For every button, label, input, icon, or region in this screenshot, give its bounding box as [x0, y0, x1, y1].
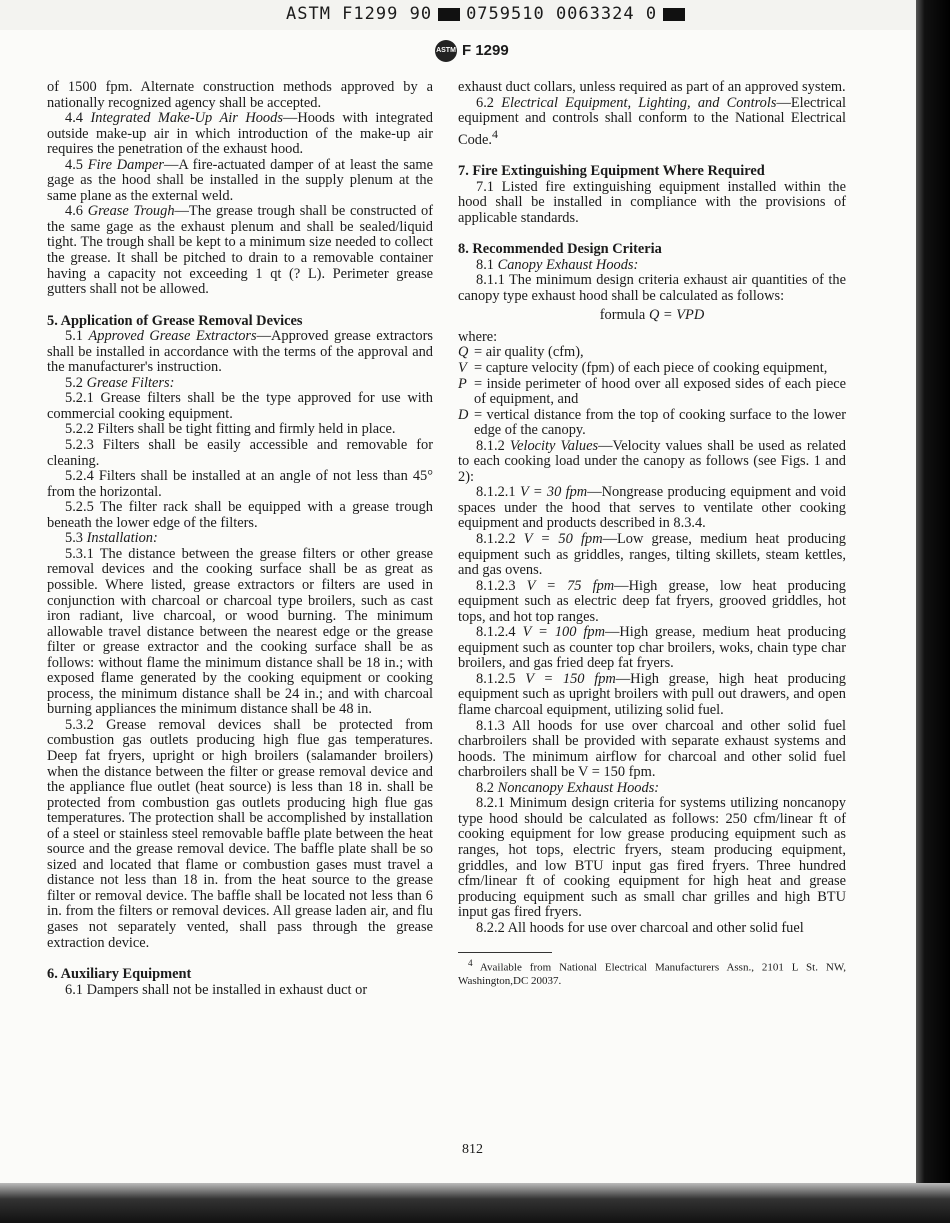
variable-definition: V = capture velocity (fpm) of each piece of cooking equipment, — [458, 360, 828, 376]
astm-logo-icon: ASTM — [435, 40, 457, 62]
paragraph: of 1500 fpm. Alternate construction methods approved by a nationally recognized agency shall be accepted. — [47, 79, 433, 111]
section-5-1: 5.1 Approved Grease Extractors—Approved grease extractors shall be installed in accordance with the terms of the approval and the manufacturer's instruction. — [47, 328, 433, 376]
section-4-6: 4.6 Grease Trough—The grease trough shall be constructed of the same gage as the exhaust plenum and shall be sealed/liquid tight. The trough shall be kept to a minimum size needed to collect the grease. It shall be pitched to drain to a removable container having a capacity not exceeding 1 qt (? L). Perimeter grease gutters shall not be allowed. — [47, 203, 433, 298]
formula: formula Q = VPD — [599, 307, 705, 324]
section-8-2-1: 8.2.1 Minimum design criteria for systems utilizing noncanopy type hood should be calculated as follows: 250 cfm/linear ft of cooking equipment for low grease producing equipment such as ranges, hot tops, electric fryers, steam producing equipment, griddles, and low BTU input gas fired fryers. Three hundred cfm/linear ft of cooking equipment for high heat and grease producing equipment such as small char grilles and high BTU input gas fired fryers. — [458, 795, 846, 921]
document-designation: ASTM F 1299 — [435, 40, 509, 62]
footnote-reference: 4 — [491, 126, 498, 141]
heading-section-8: 8. Recommended Design Criteria — [458, 241, 662, 258]
heading-section-5: 5. Application of Grease Removal Devices — [47, 312, 303, 329]
section-8-1-2-3: 8.1.2.3 V = 75 fpm—High grease, low heat producing equipment such as electric deep fat fryers, grooved griddles, hot tops, and hot top ranges. — [458, 577, 846, 625]
footnote: $^4$ Available from National Electrical Manufacturers Assn., 2101 L St. NW, Washington,DC 20037. — [458, 958, 846, 987]
section-5-3-2: 5.3.2 Grease removal devices shall be protected from combustion gas outlets producing high flue gas temperatures. Deep fat fryers, upright or high broilers (salamander broilers) when the distance between the filter or grease removal device and the appliance flue outlet (heat source) is less than 18 in. shall be protected from combustion gas outlets producing high flue gas temperatures. The protection shall be accomplished by installation of a steel or stainless steel removable baffle plate between the heat source and the grease removal device. The baffle plate shall be so sized and located that flame or combustion gases must travel a distance not less than 18 in. from the heat source to the grease filter or removal device. The baffle shall be located not less than 6 in. from the filters or removal devices. All grease laden air, and flu gases not separately vented, shall pass through the grease extraction device. — [47, 716, 433, 951]
section-5-2-2: 5.2.2 Filters shall be tight fitting and firmly held in place. — [65, 421, 396, 438]
variable-definition: Q = air quality (cfm), — [458, 344, 584, 361]
section-8-1: 8.1 Canopy Exhaust Hoods: — [476, 256, 639, 273]
heading-section-7: 7. Fire Extinguishing Equipment Where Required — [458, 162, 765, 179]
section-8-1-2-5: 8.1.2.5 V = 150 fpm—High grease, high heat producing equipment such as upright broilers with pull out drawers, and open flame charcoal equipment, utilizing solid fuel. — [458, 670, 846, 719]
section-8-1-1: 8.1.1 The minimum design criteria exhaust air quantities of the canopy type exhaust hood shall be calculated as follows: — [458, 272, 846, 304]
astm-stamp: ASTM F1299 90 0759510 0063324 0 — [286, 4, 706, 24]
where-label: where: — [458, 328, 498, 345]
section-6-2: 6.2 Electrical Equipment, Lighting, and Controls—Electrical equipment and controls shall conform to the National Electrical Code.$^4$ — [458, 94, 846, 148]
heading-section-6: 6. Auxiliary Equipment — [47, 966, 192, 983]
section-5-2: 5.2 Grease Filters: — [65, 374, 175, 391]
section-4-4: 4.4 Integrated Make-Up Air Hoods—Hoods with integrated outside make-up air in which introduction of the make-up air requires the penetration of the exhaust hood. — [47, 110, 433, 158]
right-column — [458, 80, 846, 988]
section-8-1-2-1: 8.1.2.1 V = 30 fpm—Nongrease producing equipment and void spaces under the hood that serves to ventilate other cooking equipment and products described in 8.3.4. — [458, 484, 846, 532]
page-number: 812 — [462, 1142, 483, 1157]
section-8-1-2-4: 8.1.2.4 V = 100 fpm—High grease, medium heat producing equipment such as counter top char broilers, woks, chain type char broilers, and gas fried deep fat fryers. — [458, 624, 846, 672]
section-5-3-1: 5.3.1 The distance between the grease filters or other grease removal devices and the cooking surface shall be as great as possible. Where listed, grease extractors or filters are used in conjunction with charcoal or charcoal type broilers, such as cast iron radiant, live charcoal, or wood burning. The minimum allowable travel distance between the nearest edge or the grease filter or grease extractor and the cooking surface shall be as follows: without flame the minimum distance shall be 18 in.; with exposed flame generated by the cooking equipment or cooking process, the minimum distance shall be 24 in.; and with charcoal burning appliances the minimum distance shall be 48 in. — [47, 545, 433, 718]
section-8-1-2-2: 8.1.2.2 V = 50 fpm—Low grease, medium heat producing equipment such as griddles, ranges, tilting skillets, steam kettles, and gas ovens. — [458, 531, 846, 579]
section-8-1-3: 8.1.3 All hoods for use over charcoal and other solid fuel charbroilers shall be provided with separate exhaust systems and hoods. The minimum airflow for charcoal and other solid fuel charbroilers shall be V = 150 fpm. — [458, 717, 846, 781]
section-7-1: 7.1 Listed fire extinguishing equipment installed within the hood shall be installed in compliance with the provisions of applicable standards. — [458, 178, 846, 226]
scan-right-edge — [916, 0, 950, 1223]
section-8-2: 8.2 Noncanopy Exhaust Hoods: — [476, 779, 660, 796]
left-column — [47, 80, 433, 998]
section-5-2-4: 5.2.4 Filters shall be installed at an angle of not less than 45° from the horizontal. — [47, 468, 433, 500]
section-8-2-2: 8.2.2 All hoods for use over charcoal and other solid fuel — [476, 919, 804, 936]
section-5-2-1: 5.2.1 Grease filters shall be the type approved for use with commercial cooking equipment. — [47, 390, 433, 422]
section-8-1-2: 8.1.2 Velocity Values—Velocity values shall be used as related to each cooking load under the canopy as follows (see Figs. 1 and 2): — [458, 437, 846, 485]
variable-definition: P = inside perimeter of hood over all exposed sides of each piece of equipment, and — [458, 375, 846, 408]
paragraph: exhaust duct collars, unless required as part of an approved system. — [458, 79, 846, 95]
section-4-5: 4.5 Fire Damper—A fire-actuated damper of at least the same gage as the hood shall be installed in the supply plenum at the same plane as the external weld. — [47, 156, 433, 204]
footnote-rule — [458, 952, 552, 953]
section-5-2-5: 5.2.5 The filter rack shall be equipped with a grease trough beneath the lower edge of the filters. — [47, 499, 433, 531]
section-5-3: 5.3 Installation: — [65, 530, 158, 547]
variable-definitions — [458, 345, 846, 438]
variable-definition: D = vertical distance from the top of cooking surface to the lower edge of the canopy. — [458, 406, 846, 439]
scan-bottom-edge — [0, 1183, 950, 1223]
section-6-1: 6.1 Dampers shall not be installed in exhaust duct or — [65, 981, 368, 998]
section-5-2-3: 5.2.3 Filters shall be easily accessible and removable for cleaning. — [47, 437, 433, 469]
